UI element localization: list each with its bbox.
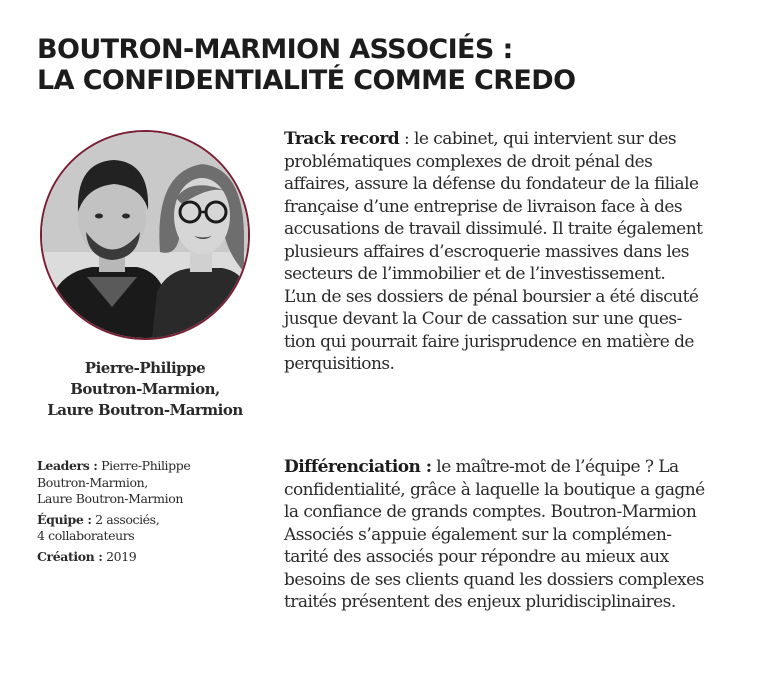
caption-line-3: Laure Boutron-Marmion — [47, 401, 243, 419]
paragraph-2-line-4: Associés s’appuie également sur la complémen- — [284, 524, 672, 545]
fact-equipe-label: Équipe : — [37, 511, 92, 527]
fact-leaders — [37, 458, 262, 508]
paragraph-1-line-6: plusieurs affaires d’escroquerie massives dans les — [284, 241, 689, 262]
fact-leaders-value-2: Boutron-Marmion, — [37, 474, 148, 490]
paragraph-2-line-1 — [284, 456, 754, 479]
fact-creation — [37, 549, 262, 566]
fact-leaders-value-1: Pierre-Philippe — [97, 458, 191, 473]
paragraph-2-line-7: traités présentent des enjeux pluridisciplinaires. — [284, 592, 676, 612]
caption-line-1: Pierre-Philippe — [84, 359, 206, 377]
paragraph-1-text-1: : le cabinet, qui intervient sur des — [399, 129, 677, 149]
paragraph-1-line-5: accusations de travail dissimulé. Il traite également — [284, 219, 703, 239]
paragraph-1-line-8: L’un de ses dossiers de pénal boursier a été discuté — [284, 286, 699, 307]
fact-equipe-value-1: 2 associés, — [91, 511, 160, 527]
paragraph-1-line-4: française d’une entreprise de livraison face à des — [284, 196, 683, 217]
paragraph-1-lead: Track record — [284, 129, 400, 149]
fact-creation-value: 2019 — [102, 548, 137, 564]
man-eye-left — [95, 214, 103, 219]
fact-leaders-line-1 — [37, 458, 262, 475]
paragraph-1-line-1 — [284, 128, 754, 151]
caption-line-2: Boutron-Marmion, — [70, 380, 220, 398]
paragraph-2-line-3: la confiance de grands comptes. Boutron-Marmion — [284, 502, 697, 522]
title-line-1: BOUTRON-MARMION ASSOCIÉS : — [37, 34, 513, 65]
fact-equipe-value-2: 4 collaborateurs — [37, 528, 135, 543]
paragraph-2-text-1: le maître-mot de l’équipe ? La — [431, 457, 679, 477]
paragraph-1-line-9: jusque devant la Cour de cassation sur une ques- — [284, 309, 682, 329]
paragraph-2-line-6: besoins de ses clients quand les dossiers complexes — [284, 569, 704, 590]
paragraph-1-line-10: tion qui pourrait faire jurisprudence en matière de — [284, 331, 694, 352]
paragraph-track-record — [284, 128, 754, 376]
photo-caption — [30, 358, 260, 421]
paragraph-differenciation — [284, 456, 754, 614]
fact-leaders-label: Leaders : — [37, 458, 98, 473]
paragraph-2-line-5: tarité des associés pour répondre au mieux aux — [284, 547, 669, 567]
fact-equipe — [37, 512, 262, 545]
paragraph-2-lead: Différenciation : — [284, 457, 432, 477]
fact-creation-label: Création : — [37, 548, 103, 564]
paragraph-2-line-2: confidentialité, grâce à laquelle la boutique a gagné — [284, 479, 705, 500]
man-eye-right — [122, 214, 130, 219]
fact-leaders-value-3: Laure Boutron-Marmion — [37, 491, 183, 506]
article-title — [37, 34, 575, 96]
paragraph-1-line-7: secteurs de l’immobilier et de l’investissement. — [284, 264, 666, 284]
paragraph-1-line-11: perquisitions. — [284, 354, 395, 374]
leaders-portrait-photo — [40, 130, 250, 340]
paragraph-1-line-2: problématiques complexes de droit pénal des — [284, 151, 653, 172]
paragraph-1-line-3: affaires, assure la défense du fondateur de la filiale — [284, 174, 699, 194]
firm-facts-box — [37, 458, 262, 569]
fact-creation-line — [37, 549, 262, 566]
fact-equipe-line-1 — [37, 512, 262, 529]
title-line-2: LA CONFIDENTIALITÉ COMME CREDO — [37, 65, 576, 96]
portrait-illustration — [42, 132, 248, 338]
